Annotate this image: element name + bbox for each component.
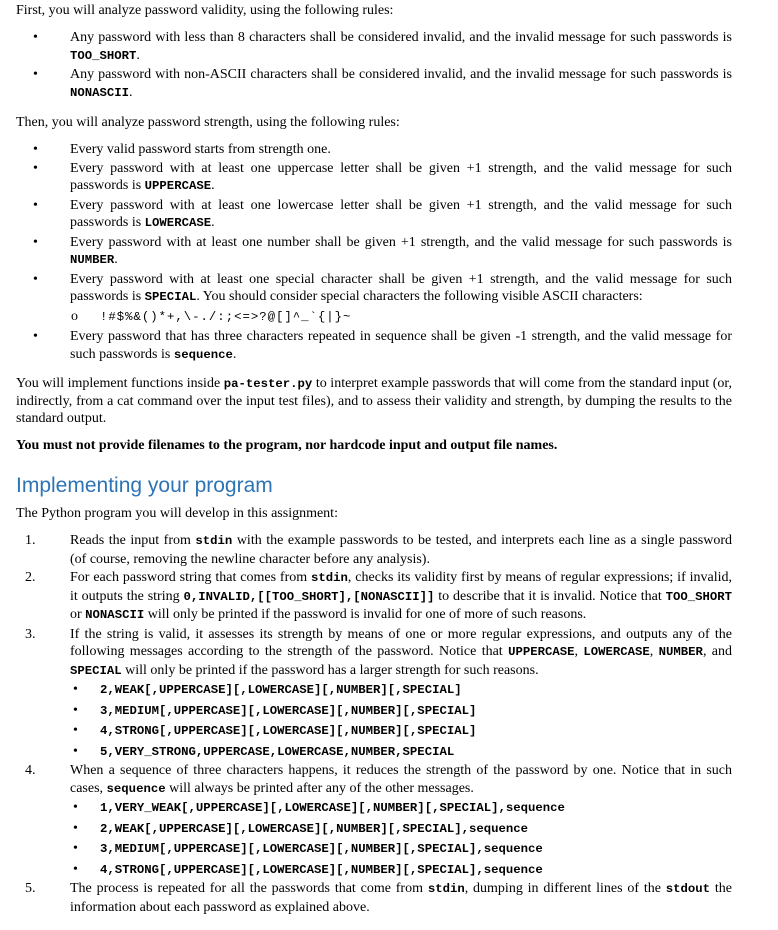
list-item: • Any password with non-ASCII characters shall be considered invalid, and the invalid message for such passwords is NONASCII. (33, 67, 732, 100)
bullet-icon: • (33, 30, 38, 45)
special-chars-item (16, 307, 732, 328)
output-format: • 3,MEDIUM[,UPPERCASE][,LOWERCASE][,NUMBER][,SPECIAL] (16, 701, 732, 722)
step-item: 3. If the string is valid, it assesses its strength by means of one or more regular expressions, and outputs any of the following messages according to the strength of the password. Notice that UPPERCASE, LOWERCASE, NUMBER, and SPECIAL will only be printed if the password has a larger strength for such reasons. (25, 626, 733, 678)
develop-intro: The Python program you will develop in this assignment: (16, 506, 338, 521)
list-item: • Every password with at least one uppercase letter shall be given +1 strength, and the valid message for such passwords is UPPERCASE. (33, 160, 732, 193)
output-format: • 4,STRONG[,UPPERCASE][,LOWERCASE][,NUMBER][,SPECIAL],sequence (16, 860, 732, 881)
bold-note: You must not provide filenames to the program, nor hardcode input and output file names. (16, 438, 558, 453)
list-item: • Every password that has three characters repeated in sequence shall be given -1 strength, and the valid message for such passwords is sequence. (33, 329, 732, 362)
output-format: • 2,WEAK[,UPPERCASE][,LOWERCASE][,NUMBER][,SPECIAL],sequence (16, 819, 732, 840)
validity-intro: First, you will analyze password validity, using the following rules: (16, 3, 394, 18)
section-heading: Implementing your program (16, 474, 273, 497)
bullet-icon: • (73, 800, 78, 815)
output-format: • 4,STRONG[,UPPERCASE][,LOWERCASE][,NUMBER][,SPECIAL] (16, 721, 732, 742)
list-item: • Every password with at least one number shall be given +1 strength, and the valid message for such passwords is NUMBER. (33, 234, 732, 267)
list-item: • Any password with less than 8 characters shall be considered invalid, and the invalid message for such passwords is TOO_SHORT. (33, 30, 732, 63)
strength-intro: Then, you will analyze password strength, using the following rules: (16, 115, 400, 130)
step-item: 2. For each password string that comes from stdin, checks its validity first by means of regular expressions; if invalid, it outputs the string 0,INVALID,[[TOO_SHORT],[NONASCII]] to describe that it is invalid. Notice that TOO_SHORT or NONASCII will only be printed if the password is invalid for one of more of such reasons. (25, 570, 733, 622)
bullet-icon: • (33, 160, 38, 176)
bullet-icon: • (73, 861, 78, 877)
bullet-icon: • (73, 743, 78, 759)
bullet-icon: • (73, 702, 78, 718)
bullet-icon: • (33, 271, 38, 287)
bullet-icon: • (73, 820, 78, 836)
strength-rules-list (16, 141, 732, 364)
bullet-icon: • (33, 142, 38, 157)
bullet-icon: • (33, 67, 38, 82)
bullet-icon: • (73, 841, 78, 856)
step-item: 1. Reads the input from stdin with the example passwords to be tested, and interprets each line as a single password (of course, removing the newline character before any analysis). (25, 533, 733, 567)
list-item: • Every password with at least one lowercase letter shall be given +1 strength, and the valid message for such passwords is LOWERCASE. (33, 197, 732, 230)
steps-list (16, 532, 732, 916)
output-format: • 2,WEAK[,UPPERCASE][,LOWERCASE][,NUMBER][,SPECIAL] (16, 680, 732, 701)
bullet-icon: • (33, 329, 38, 344)
step-item: 4. When a sequence of three characters happens, it reduces the strength of the password by one. Notice that in such cases, sequence will always be printed after any of the other messages. (25, 763, 732, 796)
validity-rules-list (16, 29, 732, 102)
bullet-icon: • (73, 682, 78, 697)
list-item: • Every password with at least one special character shall be given +1 strength, and the valid message for such passwords is SPECIAL. You should consider special characters the following visible ASCII characters: (33, 271, 732, 304)
bullet-icon: • (33, 234, 38, 250)
circle-bullet-icon: o (71, 308, 78, 324)
output-format: • 1,VERY_WEAK[,UPPERCASE][,LOWERCASE][,NUMBER][,SPECIAL],sequence (16, 798, 732, 819)
list-item: • Every valid password starts from strength one. (33, 142, 331, 157)
special-chars: !#$%&()*+,\-./:;<=>?@[]^_`{|}~ (100, 309, 352, 324)
bullet-icon: • (73, 723, 78, 738)
implementation-paragraph: You will implement functions inside pa-tester.py to interpret example passwords that will come from the standard input (or, indirectly, from a cat command over the input test files), and to assess their validity and strength, by dumping the results to the standard output. (16, 376, 732, 426)
step-item: 5. The process is repeated for all the passwords that come from stdin, dumping in different lines of the stdout the information about each password as explained above. (25, 881, 732, 915)
bullet-icon: • (33, 197, 38, 213)
output-format: • 3,MEDIUM[,UPPERCASE][,LOWERCASE][,NUMBER][,SPECIAL],sequence (16, 839, 732, 860)
output-format: • 5,VERY_STRONG,UPPERCASE,LOWERCASE,NUMBER,SPECIAL (16, 742, 732, 763)
